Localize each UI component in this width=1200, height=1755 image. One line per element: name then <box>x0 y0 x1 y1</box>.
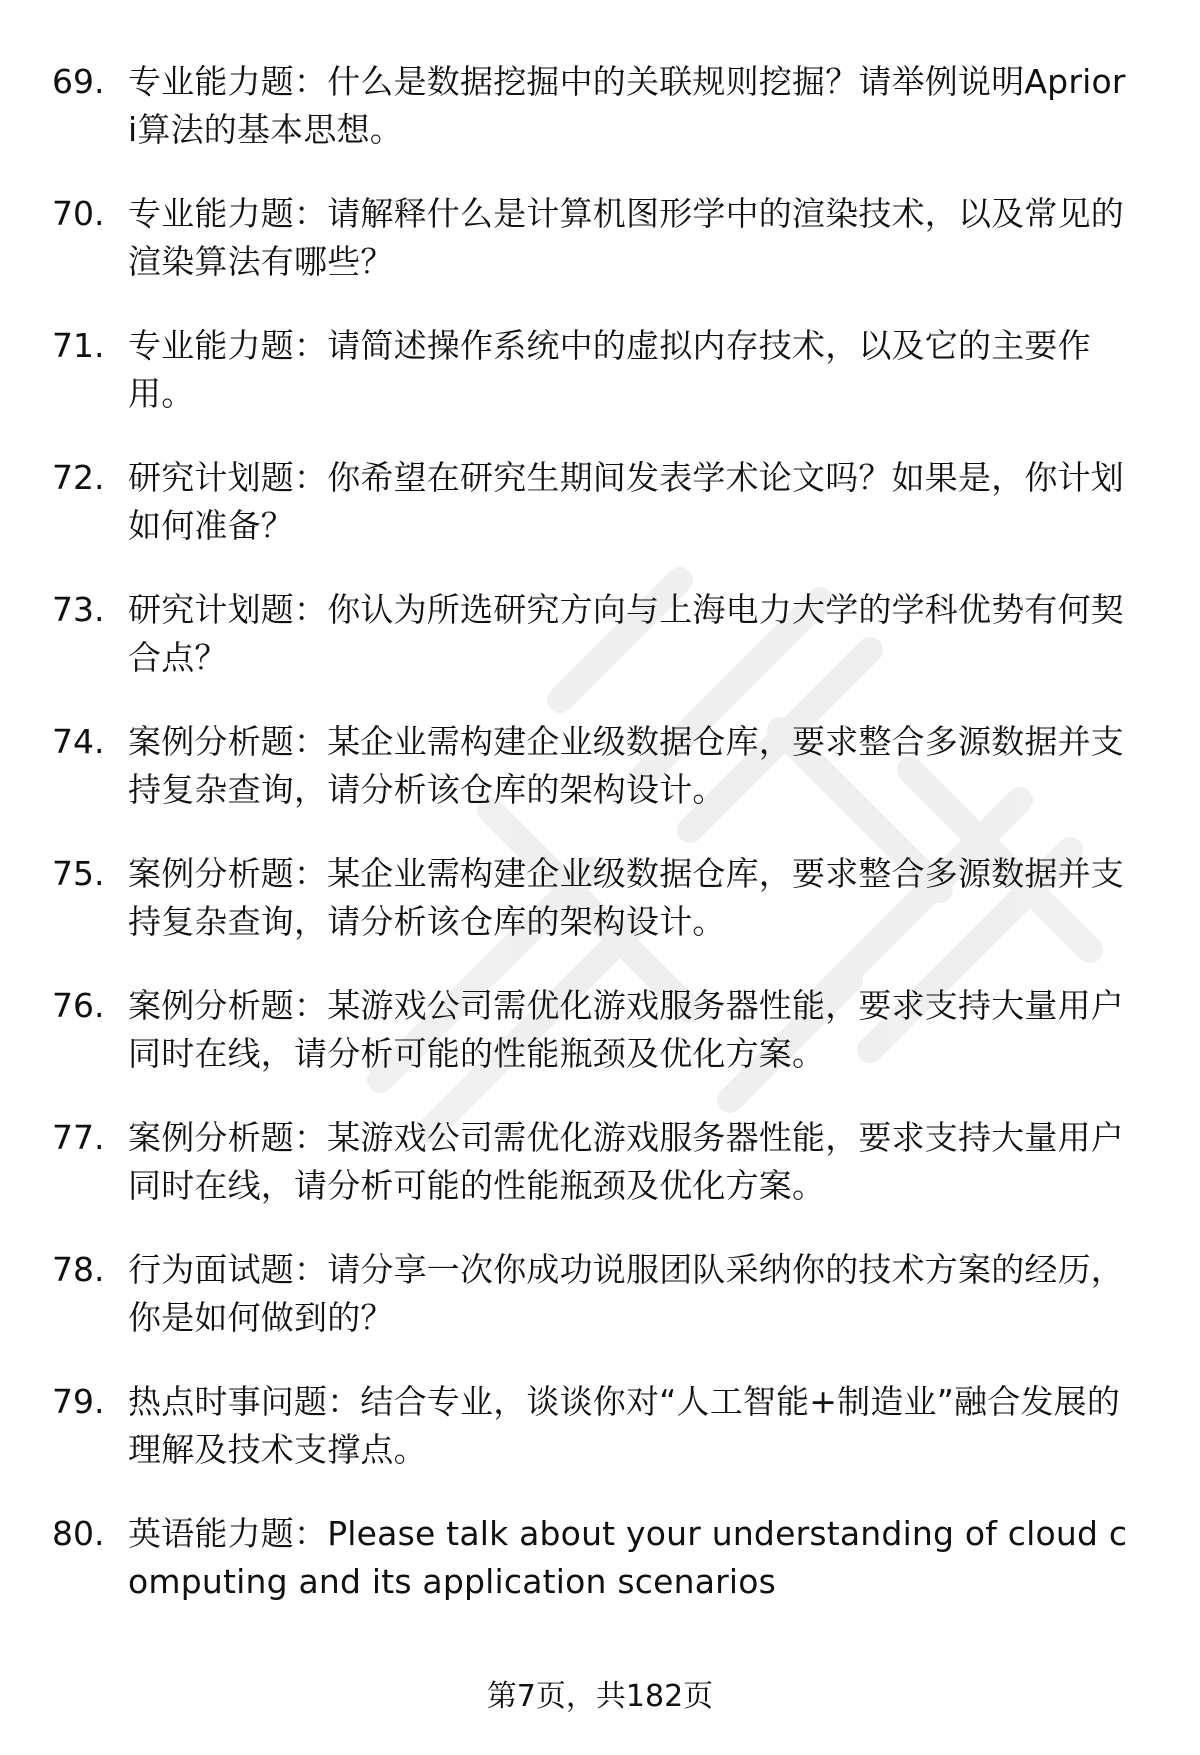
question-number: 70. <box>52 194 105 233</box>
question-item <box>52 1114 1152 1246</box>
question-item <box>52 1510 1152 1642</box>
question-number: 78. <box>52 1250 105 1289</box>
question-number: 74. <box>52 722 105 761</box>
question-text: 热点时事问题：结合专业，谈谈你对“人工智能+制造业”融合发展的理解及技术支撑点。 <box>128 1382 1121 1469</box>
question-item <box>52 58 1152 190</box>
question-number: 73. <box>52 590 105 629</box>
question-item <box>52 718 1152 850</box>
question-item <box>52 1246 1152 1378</box>
question-number: 72. <box>52 458 105 497</box>
question-text: 专业能力题：请解释什么是计算机图形学中的渲染技术，以及常见的渲染算法有哪些？ <box>128 194 1124 281</box>
question-item <box>52 586 1152 718</box>
question-list <box>52 58 1152 1642</box>
question-item <box>52 1378 1152 1510</box>
page-indicator: 第7页，共182页 <box>486 1679 714 1714</box>
question-text: 案例分析题：某游戏公司需优化游戏服务器性能，要求支持大量用户同时在线，请分析可能的性能瓶颈及优化方案。 <box>128 1118 1124 1205</box>
question-item <box>52 190 1152 322</box>
question-number: 77. <box>52 1118 105 1157</box>
question-text: 专业能力题：请简述操作系统中的虚拟内存技术，以及它的主要作用。 <box>128 326 1091 413</box>
question-number: 76. <box>52 986 105 1025</box>
question-text: 研究计划题：你认为所选研究方向与上海电力大学的学科优势有何契合点？ <box>128 590 1124 677</box>
question-text: 研究计划题：你希望在研究生期间发表学术论文吗？如果是，你计划如何准备？ <box>128 458 1124 545</box>
question-text: 行为面试题：请分享一次你成功说服团队采纳你的技术方案的经历，你是如何做到的？ <box>128 1250 1124 1337</box>
question-number: 79. <box>52 1382 105 1421</box>
question-item <box>52 982 1152 1114</box>
question-text: 英语能力题：Please talk about your understanding of cloud computing and its application scenarios <box>128 1514 1128 1601</box>
question-text: 专业能力题：什么是数据挖掘中的关联规则挖掘？请举例说明Apriori算法的基本思想。 <box>128 62 1126 149</box>
question-number: 75. <box>52 854 105 893</box>
question-number: 69. <box>52 62 105 101</box>
question-item <box>52 454 1152 586</box>
question-number: 80. <box>52 1514 105 1553</box>
question-item <box>52 322 1152 454</box>
question-number: 71. <box>52 326 105 365</box>
question-text: 案例分析题：某游戏公司需优化游戏服务器性能，要求支持大量用户同时在线，请分析可能的性能瓶颈及优化方案。 <box>128 986 1124 1073</box>
question-item <box>52 850 1152 982</box>
question-text: 案例分析题：某企业需构建企业级数据仓库，要求整合多源数据并支持复杂查询，请分析该仓库的架构设计。 <box>128 854 1124 941</box>
question-text: 案例分析题：某企业需构建企业级数据仓库，要求整合多源数据并支持复杂查询，请分析该仓库的架构设计。 <box>128 722 1124 809</box>
